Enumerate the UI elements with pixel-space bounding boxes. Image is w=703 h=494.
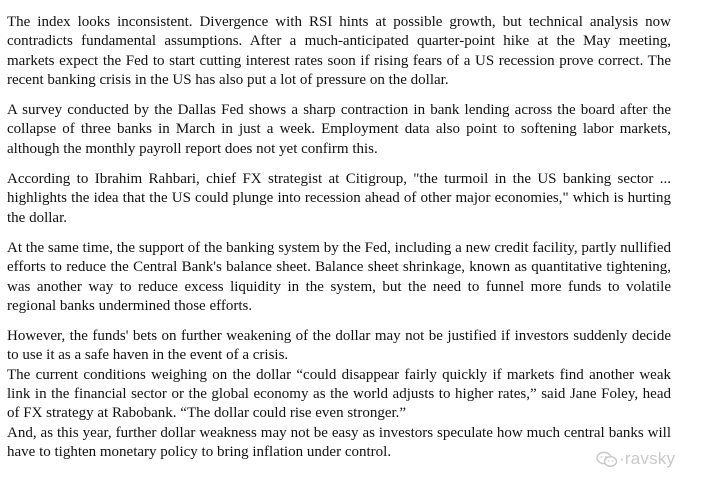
article-body xyxy=(7,13,671,462)
paragraph-index-outlook: The index looks inconsistent. Divergence with RSI hints at possible growth, but technical analysis now contradicts fundamental assumptions. After a much-anticipated quarter-point hike at the May meeting, markets expect the Fed to start cutting interest rates soon if rising fears of a US recession prove correct. The recent banking crisis in the US has also put a lot of pressure on the dollar. xyxy=(7,14,671,88)
paragraph-gap xyxy=(7,159,671,170)
paragraph-rahbari-quote: According to Ibrahim Rahbari, chief FX strategist at Citigroup, "the turmoil in the US banking sector ... highlights the idea that the US could plunge into recession ahead of other major economies," which is hurting the dollar. xyxy=(7,171,671,226)
watermark-text: ·ravsky xyxy=(619,449,676,468)
paragraph-fed-support: At the same time, the support of the banking system by the Fed, including a new credit facility, partly nullified efforts to reduce the Central Bank's balance sheet. Balance sheet shrinkage, known as quantitative tightening, was another way to reduce excess liquidity in the system, but the need to funnel more funds to volatile regional banks undermined those efforts. xyxy=(7,239,671,314)
watermark xyxy=(596,449,675,469)
paragraph-gap xyxy=(7,316,671,327)
paragraph-gap xyxy=(7,90,671,101)
paragraph-safe-haven: However, the funds' bets on further weakening of the dollar may not be justified if investors suddenly decide to use it as a safe haven in the event of a crisis. xyxy=(7,328,671,364)
paragraph-foley-quote: The current conditions weighing on the dollar “could disappear fairly quickly if markets find another weak link in the financial sector or the global economy as the world adjusts to higher rates,” said Jane Foley, head of FX strategy at Rabobank. “The dollar could rise even stronger.” xyxy=(7,366,671,422)
wechat-icon xyxy=(596,451,618,468)
paragraph-gap xyxy=(7,228,671,239)
paragraph-dallas-fed-survey: A survey conducted by the Dallas Fed shows a sharp contraction in bank lending across the board after the collapse of three banks in March in just a week. Employment data also point to softening labor markets, although the monthly payroll report does not yet confirm this. xyxy=(7,102,671,157)
paragraph-central-banks: And, as this year, further dollar weakness may not be easy as investors speculate how much central banks will have to tighten monetary policy to bring inflation under control. xyxy=(7,424,671,460)
